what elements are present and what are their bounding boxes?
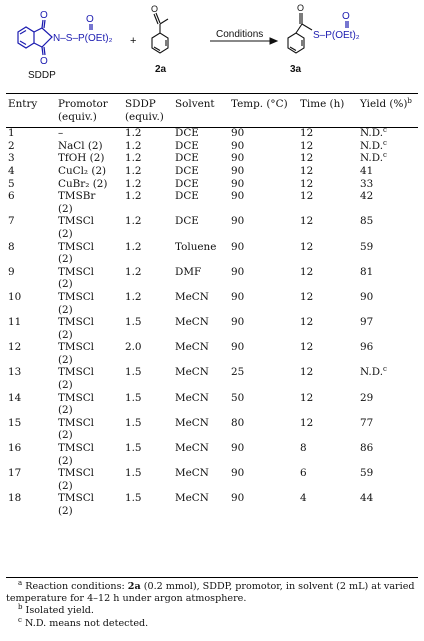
cell-solvent: MeCN — [175, 467, 209, 480]
header-row — [6, 96, 418, 127]
cell-solvent: DCE — [175, 190, 199, 203]
cell-entry: 1 — [8, 127, 15, 140]
cell-yield: 97 — [360, 316, 374, 329]
cell-solvent: MeCN — [175, 290, 209, 303]
sddp-group-label: N–S–P(OEt)₂ — [53, 33, 113, 44]
table-row — [6, 417, 418, 442]
cell-promotor: TMSCl (2) — [58, 215, 94, 240]
table-row — [6, 366, 418, 391]
cell-entry: 11 — [8, 316, 22, 329]
table-row — [6, 442, 418, 467]
cell-sddp: 1.5 — [125, 442, 142, 455]
cell-solvent: DCE — [175, 152, 199, 165]
cell-time: 8 — [300, 442, 307, 455]
cell-temp: 90 — [231, 139, 245, 152]
sddp-oxygen-bottom: O — [40, 56, 48, 67]
cell-sddp: 1.2 — [125, 139, 142, 152]
table-row — [6, 291, 418, 316]
sddp-imide-ring — [34, 28, 52, 47]
table-header-rule — [6, 127, 418, 128]
cell-temp: 25 — [231, 366, 245, 379]
cell-yield: 96 — [360, 341, 374, 354]
cell-promotor: TMSCl (2) — [58, 467, 94, 492]
cell-time: 12 — [300, 152, 314, 165]
cell-solvent: MeCN — [175, 341, 209, 354]
cell-entry: 3 — [8, 152, 15, 165]
header-promotor: Promotor (equiv.) — [58, 98, 108, 123]
cell-temp: 90 — [231, 442, 245, 455]
cell-yield: 33 — [360, 177, 374, 190]
yield-footnote-mark: c — [383, 365, 387, 374]
cell-promotor: TMSCl (2) — [58, 265, 94, 291]
sddp-carbonyl-bond — [44, 20, 45, 28]
cell-time: 12 — [300, 215, 314, 228]
table-row — [6, 140, 418, 153]
table-row — [6, 492, 418, 517]
cell-solvent: MeCN — [175, 316, 209, 329]
cell-time: 12 — [300, 127, 314, 140]
cell-temp: 90 — [231, 190, 245, 203]
cell-solvent: MeCN — [175, 416, 209, 429]
cell-yield: N.D.$^c$ — [360, 151, 387, 165]
cell-solvent: DCE — [175, 164, 199, 177]
sddp-oxygen-top: O — [40, 10, 48, 21]
cell-time: 12 — [300, 190, 314, 203]
acetophenone-oxygen: O — [151, 4, 159, 14]
cell-promotor: TMSCl (2) — [58, 316, 94, 341]
sddp-label: SDDP — [28, 70, 56, 81]
cell-promotor: TMSCl (2) — [58, 492, 94, 517]
header-solvent: Solvent — [175, 98, 215, 110]
cell-yield: 59 — [360, 467, 374, 480]
cell-sddp: 1.2 — [125, 164, 142, 177]
footnotes — [6, 581, 418, 630]
header-yield: Yield (%)$^b$ — [360, 97, 412, 110]
acetophenone-methyl-bond — [160, 19, 168, 24]
plus-sign: + — [130, 35, 137, 47]
cell-solvent: DCE — [175, 177, 199, 190]
conditions-label: Conditions — [216, 29, 264, 40]
cell-yield: 41 — [360, 164, 374, 177]
cell-solvent: MeCN — [175, 442, 209, 455]
cell-entry: 6 — [8, 190, 15, 203]
cell-promotor: TMSCl (2) — [58, 341, 94, 366]
cell-entry: 15 — [8, 416, 22, 429]
cell-entry: 17 — [8, 467, 22, 480]
table-row — [6, 215, 418, 240]
cell-entry: 7 — [8, 215, 15, 228]
table-bottom-rule — [6, 577, 418, 578]
cell-promotor: TMSCl (2) — [58, 240, 94, 266]
cell-time: 12 — [300, 316, 314, 329]
cell-sddp: 1.2 — [125, 127, 142, 140]
cell-solvent: DCE — [175, 127, 199, 140]
cell-entry: 12 — [8, 341, 22, 354]
cell-temp: 90 — [231, 177, 245, 190]
cell-temp: 80 — [231, 416, 245, 429]
cell-temp: 90 — [231, 341, 245, 354]
optimization-table — [6, 96, 418, 518]
cell-solvent: MeCN — [175, 366, 209, 379]
table-row — [6, 127, 418, 140]
cell-sddp: 1.2 — [125, 190, 142, 203]
cell-promotor: NaCl (2) — [58, 139, 103, 152]
cell-sddp: 1.5 — [125, 492, 142, 505]
table-row — [6, 316, 418, 341]
compound-2a-label: 2a — [155, 64, 167, 75]
cell-solvent: DCE — [175, 139, 199, 152]
product-group-label: S–P(OEt)₂ — [313, 30, 360, 41]
cell-yield: N.D.$^c$ — [360, 365, 387, 379]
acetophenone-structure — [152, 13, 168, 53]
cell-promotor: TMSBr (2) — [58, 190, 96, 215]
sddp-double-bond — [20, 41, 26, 45]
cell-entry: 9 — [8, 265, 15, 278]
yield-footnote-mark: c — [383, 138, 387, 147]
yield-footnote-mark: c — [383, 151, 387, 160]
cell-promotor: – — [58, 127, 64, 140]
cell-yield: 42 — [360, 190, 374, 203]
cell-temp: 90 — [231, 265, 245, 278]
cell-yield: 29 — [360, 391, 374, 404]
cell-sddp: 2.0 — [125, 341, 142, 354]
cell-entry: 10 — [8, 290, 22, 303]
cell-promotor: TMSCl (2) — [58, 416, 94, 442]
cell-promotor: TMSCl (2) — [58, 442, 94, 467]
cell-time: 12 — [300, 416, 314, 429]
cell-solvent: DMF — [175, 265, 202, 278]
cell-sddp: 1.5 — [125, 467, 142, 480]
sddp-oxygen-phosphoryl: O — [86, 14, 94, 25]
cell-time: 12 — [300, 240, 314, 253]
cell-promotor: TfOH (2) — [58, 152, 105, 165]
cell-promotor: CuBr₂ (2) — [58, 177, 108, 190]
cell-temp: 90 — [231, 215, 245, 228]
cell-yield: 85 — [360, 215, 374, 228]
cell-promotor: TMSCl (2) — [58, 391, 94, 417]
header-time: Time (h) — [300, 98, 345, 110]
cell-entry: 8 — [8, 240, 15, 253]
cell-time: 12 — [300, 290, 314, 303]
cell-temp: 90 — [231, 316, 245, 329]
table-row — [6, 152, 418, 165]
cell-promotor: CuCl₂ (2) — [58, 164, 107, 177]
cell-promotor: TMSCl (2) — [58, 290, 94, 316]
table-row — [6, 241, 418, 266]
cell-yield: 81 — [360, 265, 374, 278]
table-row — [6, 467, 418, 492]
cell-sddp: 1.5 — [125, 416, 142, 429]
cell-time: 12 — [300, 177, 314, 190]
cell-entry: 13 — [8, 366, 22, 379]
header-entry: Entry — [8, 98, 38, 110]
table-body — [6, 127, 418, 517]
table-row — [6, 190, 418, 215]
footnote-b: $^b$ Isolated yield. — [18, 603, 94, 617]
cell-temp: 90 — [231, 240, 245, 253]
cell-sddp: 1.2 — [125, 177, 142, 190]
cell-time: 4 — [300, 492, 307, 505]
header-temp: Temp. (°C) — [231, 98, 288, 110]
cell-yield: 44 — [360, 492, 374, 505]
cell-sddp: 1.2 — [125, 215, 142, 228]
cell-temp: 90 — [231, 152, 245, 165]
cell-time: 12 — [300, 341, 314, 354]
cell-temp: 90 — [231, 290, 245, 303]
table-row — [6, 178, 418, 191]
table-row — [6, 392, 418, 417]
cell-sddp: 1.5 — [125, 316, 142, 329]
cell-time: 12 — [300, 265, 314, 278]
cell-temp: 90 — [231, 164, 245, 177]
cell-yield: N.D.$^c$ — [360, 138, 387, 152]
sddp-carbonyl-bond — [42, 47, 43, 55]
cell-time: 12 — [300, 139, 314, 152]
cell-yield: 86 — [360, 442, 374, 455]
cell-sddp: 1.2 — [125, 265, 142, 278]
cell-solvent: MeCN — [175, 391, 209, 404]
cell-sddp: 1.2 — [125, 152, 142, 165]
table-header — [6, 96, 418, 127]
product-ch2-bond — [302, 24, 312, 30]
cell-entry: 2 — [8, 139, 15, 152]
cell-entry: 16 — [8, 442, 22, 455]
reaction-scheme — [0, 0, 424, 86]
cell-yield: 59 — [360, 240, 374, 253]
header-sddp: SDDP (equiv.) — [125, 98, 164, 123]
cell-sddp: 1.5 — [125, 391, 142, 404]
cell-temp: 90 — [231, 492, 245, 505]
cell-yield: 90 — [360, 290, 374, 303]
table-row — [6, 165, 418, 178]
cell-sddp: 1.2 — [125, 240, 142, 253]
cell-temp: 90 — [231, 127, 245, 140]
cell-solvent: MeCN — [175, 492, 209, 505]
sddp-double-bond — [20, 31, 26, 35]
cell-entry: 14 — [8, 391, 22, 404]
sddp-carbonyl-bond — [44, 47, 45, 55]
yield-footnote-mark: c — [383, 126, 387, 135]
cell-sddp: 1.2 — [125, 290, 142, 303]
product-bond — [296, 24, 302, 33]
footnote-a: $^a$ Reaction conditions: 2a (0.2 mmol), SDDP, promotor, in solvent (2 mL) at varied temperature for 4–12 h under argon atmosphere. — [6, 579, 415, 605]
cell-entry: 18 — [8, 492, 22, 505]
cell-time: 6 — [300, 467, 307, 480]
cell-time: 12 — [300, 164, 314, 177]
cell-solvent: DCE — [175, 215, 199, 228]
table-top-rule — [6, 93, 418, 94]
cell-time: 12 — [300, 391, 314, 404]
footnote-c: $^c$ N.D. means not detected. — [18, 615, 149, 629]
cell-yield: N.D.$^c$ — [360, 126, 387, 140]
cell-entry: 4 — [8, 164, 15, 177]
product-phosphoryl-oxygen: O — [342, 11, 350, 22]
cell-solvent: Toluene — [175, 240, 217, 253]
cell-time: 12 — [300, 366, 314, 379]
cell-temp: 50 — [231, 391, 245, 404]
cell-yield: 77 — [360, 416, 374, 429]
product-structure — [288, 13, 312, 53]
sddp-carbonyl-bond — [42, 20, 43, 28]
compound-3a-label: 3a — [290, 64, 302, 75]
table-row — [6, 341, 418, 366]
product-oxygen: O — [297, 3, 305, 13]
cell-promotor: TMSCl (2) — [58, 366, 94, 392]
cell-temp: 90 — [231, 467, 245, 480]
cell-sddp: 1.5 — [125, 366, 142, 379]
sddp-benzene-ring — [18, 27, 34, 48]
cell-entry: 5 — [8, 177, 15, 190]
product-po-bonds — [346, 21, 348, 28]
table-row — [6, 266, 418, 291]
